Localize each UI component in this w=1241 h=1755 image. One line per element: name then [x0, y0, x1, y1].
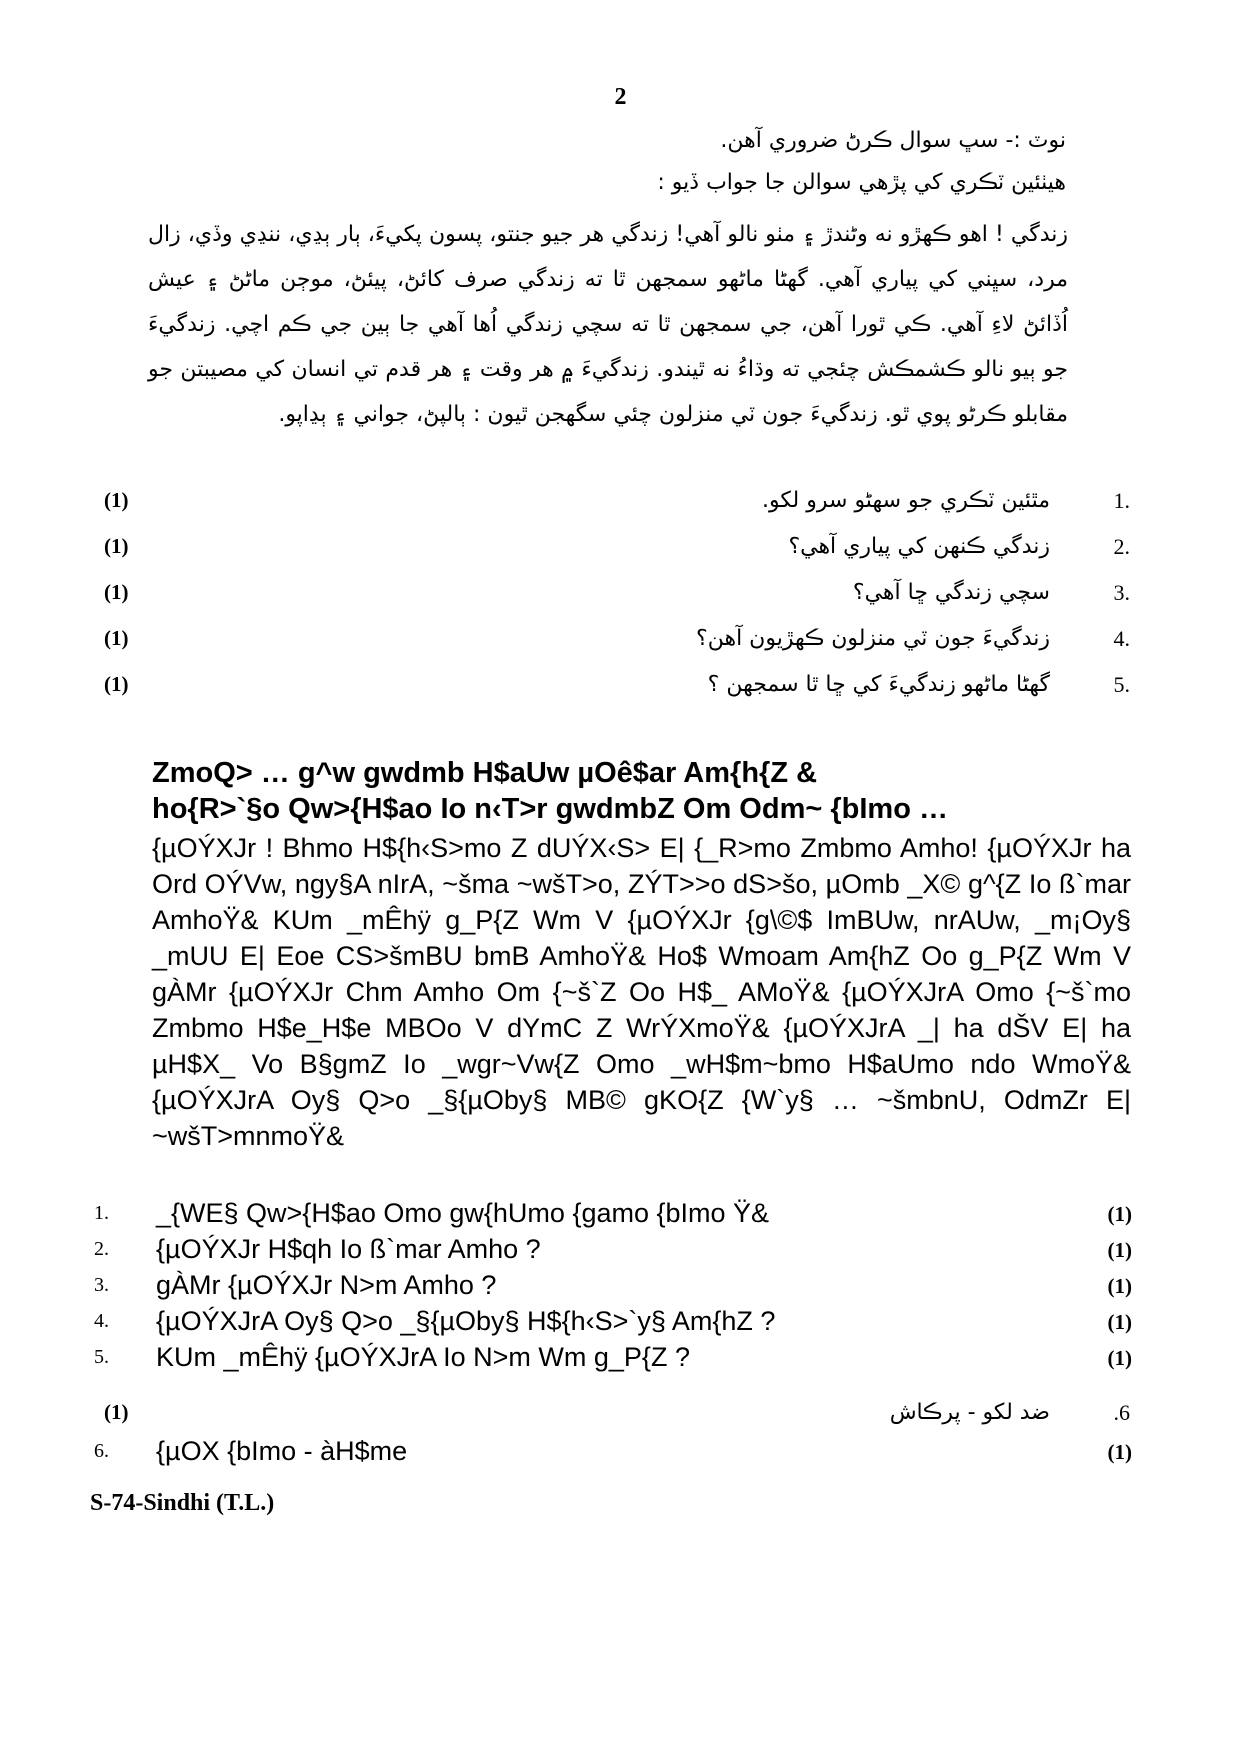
- question-marks: (1): [1107, 1238, 1132, 1262]
- question-marks: (1): [1107, 1310, 1132, 1334]
- devanagari-heading: [152, 755, 1142, 827]
- question-text: گهڻا ماڻهو زندگيءَ کي ڇا ٿا سمجهن ؟: [707, 672, 1050, 697]
- sindhi-question-6: [100, 1400, 1130, 1440]
- devanagari-passage: {µOÝXJr ! Bhmo H${h‹S>mo Z dUÝX‹S> E| {_R>mo Zmbmo Amho! {µOÝXJr ha Ord OÝVw, ngy§A nIrA, ~šma ~wšT>o, ZÝT>>o dS>šo, µOmb _X© g^{Z Io ß`mar AmhoŸ& KUm _mÊhÿ g_P{Z Wm V {µOÝXJr {g\©$ ImBUw, nrAUw, _m¡Oy§ _mUU E| Eoe CS>šmBU bmB AmhoŸ& Ho$ Wmoam Am{hZ Oo g_P{Z Wm V gÀMr {µOÝXJr Chm Amho Om {~š`Z Oo H$_ AMoŸ& {µOÝXJrA Omo {~š`mo Zmbmo H$e_H$e MBOo V dYmC Z WrÝXmoŸ& {µOÝXJrA _| ha dŠV E| ha µH$X_ Vo B§gmZ Io _wgr~Vw{Z Omo _wH$m~bmo H$aUmo ndo WmoŸ& {µOÝXJrA Oy§ Q>o _§{µOby§ MB© gKO{Z {W`y§ … ~šmbnU, OdmZr E| ~wšT>mnmoŸ&: [152, 833, 1131, 1151]
- question-number: 5.: [1113, 672, 1130, 697]
- question-text: {µOÝXJrA Oy§ Q>o _§{µOby§ H${h‹S>`y§ Am{hZ ?: [156, 1306, 776, 1336]
- sindhi-instruction: هيٺئين ٽڪري کي پڙهي سوالن جا جواب ڏيو :: [657, 170, 1066, 195]
- devanagari-instruction: ho{R>`§o Qw>{H$ao Io n‹T>r gwdmbZ Om Odm~ {bImo …: [152, 793, 948, 825]
- question-marks: (1): [104, 1400, 129, 1424]
- question-marks: (1): [1107, 1440, 1132, 1464]
- question-marks: (1): [104, 488, 129, 512]
- devanagari-question-6: [90, 1436, 1132, 1472]
- question-marks: (1): [104, 580, 129, 604]
- devanagari-note: ZmoQ> … g^w gwdmb H$aUw µOê$ar Am{h{Z &: [152, 757, 818, 789]
- question-text: {µOX {bImo - àH$me: [156, 1436, 408, 1466]
- devanagari-question-2: [90, 1234, 1132, 1270]
- sindhi-question-1: [100, 488, 1130, 528]
- question-marks: (1): [104, 672, 129, 696]
- question-text: ضد لکو - پرڪاش: [889, 1400, 1050, 1425]
- question-number: 3.: [1113, 580, 1130, 605]
- question-text: _{WE§ Qw>{H$ao Omo gw{hUmo {gamo {bImo Ÿ&: [156, 1198, 770, 1228]
- question-text: زندگيءَ جون ٽي منزلون ڪهڙيون آهن؟: [696, 626, 1050, 651]
- question-text: مٿئين ٽڪري جو سهڻو سرو لکو.: [762, 488, 1050, 513]
- question-text: gÀMr {µOÝXJr N>m Amho ?: [156, 1270, 497, 1300]
- devanagari-question-3: [90, 1270, 1132, 1306]
- question-number: 3.: [94, 1274, 109, 1296]
- question-number: 6.: [94, 1440, 109, 1462]
- sindhi-question-4: [100, 626, 1130, 666]
- sindhi-question-2: [100, 534, 1130, 574]
- question-text: KUm _mÊhÿ {µOÝXJrA Io N>m Wm g_P{Z ?: [156, 1342, 690, 1372]
- question-marks: (1): [104, 626, 129, 650]
- question-marks: (1): [1107, 1274, 1132, 1298]
- question-marks: (1): [1107, 1202, 1132, 1226]
- question-number: 4.: [1113, 626, 1130, 651]
- paper-code-footer: S-74-Sindhi (T.L.): [90, 1490, 275, 1516]
- question-number: 1.: [1113, 488, 1130, 513]
- question-marks: (1): [104, 534, 129, 558]
- page-number: 2: [614, 84, 627, 110]
- sindhi-question-3: [100, 580, 1130, 620]
- devanagari-question-5: [90, 1342, 1132, 1378]
- question-text: {µOÝXJr H$qh Io ß`mar Amho ?: [156, 1234, 541, 1264]
- sindhi-note: نوٽ :- سڀ سوال ڪرڻ ضروري آهن.: [720, 128, 1066, 153]
- question-text: زندگي ڪنهن کي پياري آهي؟: [788, 534, 1050, 559]
- devanagari-question-4: [90, 1306, 1132, 1342]
- sindhi-question-5: [100, 672, 1130, 712]
- question-number: 2.: [94, 1238, 109, 1260]
- question-text: سچي زندگي ڇا آهي؟: [852, 580, 1050, 605]
- question-number: .6: [1113, 1400, 1130, 1425]
- question-number: 4.: [94, 1310, 109, 1332]
- question-number: 1.: [94, 1202, 109, 1224]
- question-number: 2.: [1113, 534, 1130, 559]
- question-marks: (1): [1107, 1346, 1132, 1370]
- devanagari-question-1: [90, 1198, 1132, 1234]
- question-number: 5.: [94, 1346, 109, 1368]
- sindhi-passage: زندگي ! اهو ڪهڙو نه وڻندڙ ۽ مٺو نالو آهي! زندگي هر جيو جنتو، پسون پکيءَ، ٻار ٻڍي، ننڍي وڏي، زال مرد، سڀني کي پياري آهي. گهڻا ماڻهو سمجهن ٿا ته زندگي صرف کائڻ، پيئڻ، موڄن ماڻڻ ۽ عيش اُڏائڻ لاءِ آهي. ڪي ٿورا آهن، جي سمجهن ٿا ته سچي زندگي اُها آهي جا ٻين جي ڪم اچي. زندگيءَ جو ٻيو نالو ڪشمڪش چئجي ته وڌاءُ نه ٿيندو. زندگيءَ ۾ هر وقت ۽ هر قدم تي انسان کي مصيبتن جو مقابلو ڪرڻو پوي ٿو. زندگيءَ جون ٽي منزلون چئي سگهجن ٿيون : ٻالپڻ، جواني ۽ ٻڍاپو.: [148, 222, 1068, 427]
